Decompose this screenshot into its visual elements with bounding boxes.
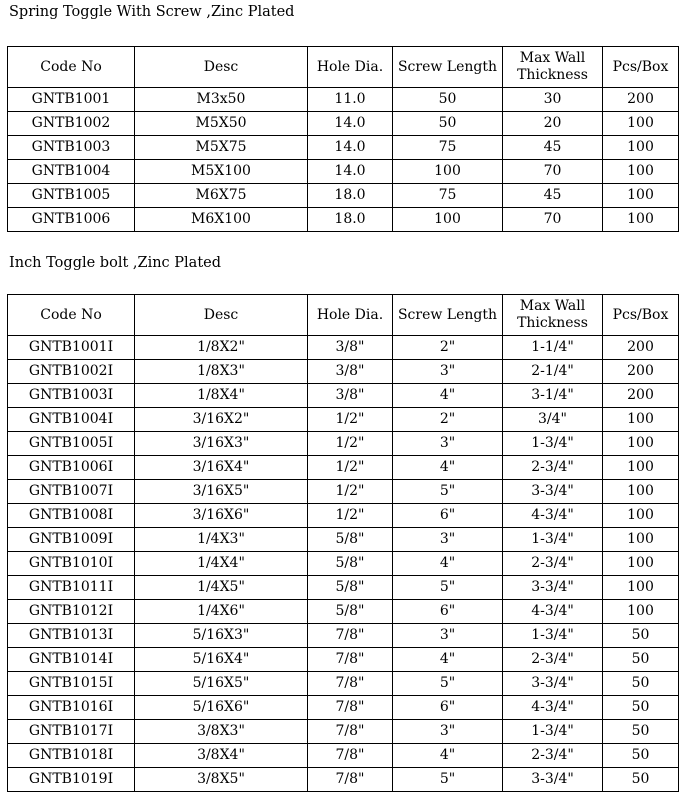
cell-screw-length: 4" [393, 456, 503, 480]
cell-pcs-box: 100 [603, 528, 679, 552]
table-row [8, 336, 679, 360]
column-header-desc: Desc [135, 295, 308, 336]
cell-desc: 3/8X5" [135, 768, 308, 792]
cell-desc: 3/16X4" [135, 456, 308, 480]
column-header-hole-dia: Hole Dia. [308, 47, 393, 88]
table-row [8, 768, 679, 792]
cell-hole-dia: 3/8" [308, 360, 393, 384]
column-header-max-wall-thickness: Max Wall Thickness [503, 47, 603, 88]
cell-desc: 1/8X3" [135, 360, 308, 384]
cell-desc: 3/16X2" [135, 408, 308, 432]
cell-desc: M6X75 [135, 184, 308, 208]
cell-max-wall-thickness: 4-3/4" [503, 696, 603, 720]
cell-hole-dia: 14.0 [308, 112, 393, 136]
cell-desc: 5/16X3" [135, 624, 308, 648]
cell-pcs-box: 50 [603, 720, 679, 744]
cell-pcs-box: 100 [603, 112, 679, 136]
cell-pcs-box: 50 [603, 648, 679, 672]
cell-desc: 3/16X5" [135, 480, 308, 504]
cell-hole-dia: 1/2" [308, 432, 393, 456]
cell-pcs-box: 200 [603, 336, 679, 360]
table-row [8, 384, 679, 408]
cell-max-wall-thickness: 4-3/4" [503, 600, 603, 624]
cell-desc: 1/4X6" [135, 600, 308, 624]
cell-pcs-box: 100 [603, 504, 679, 528]
cell-max-wall-thickness: 70 [503, 208, 603, 232]
cell-screw-length: 6" [393, 504, 503, 528]
cell-pcs-box: 50 [603, 744, 679, 768]
cell-code-no: GNTB1010I [8, 552, 135, 576]
cell-pcs-box: 100 [603, 576, 679, 600]
spring-toggle-title: Spring Toggle With Screw ,Zinc Plated [9, 4, 295, 20]
table-row [8, 624, 679, 648]
cell-desc: 3/16X3" [135, 432, 308, 456]
cell-hole-dia: 11.0 [308, 88, 393, 112]
column-header-pcs-box: Pcs/Box [603, 295, 679, 336]
cell-code-no: GNTB1011I [8, 576, 135, 600]
cell-hole-dia: 1/2" [308, 504, 393, 528]
cell-max-wall-thickness: 1-1/4" [503, 336, 603, 360]
cell-max-wall-thickness: 3/4" [503, 408, 603, 432]
cell-screw-length: 50 [393, 88, 503, 112]
cell-code-no: GNTB1006I [8, 456, 135, 480]
cell-pcs-box: 50 [603, 672, 679, 696]
cell-max-wall-thickness: 70 [503, 160, 603, 184]
cell-pcs-box: 100 [603, 184, 679, 208]
table-row [8, 552, 679, 576]
cell-max-wall-thickness: 2-1/4" [503, 360, 603, 384]
cell-code-no: GNTB1005 [8, 184, 135, 208]
cell-desc: M3x50 [135, 88, 308, 112]
cell-screw-length: 5" [393, 480, 503, 504]
cell-max-wall-thickness: 3-3/4" [503, 672, 603, 696]
cell-code-no: GNTB1002 [8, 112, 135, 136]
cell-code-no: GNTB1017I [8, 720, 135, 744]
cell-max-wall-thickness: 45 [503, 184, 603, 208]
cell-code-no: GNTB1001I [8, 336, 135, 360]
cell-screw-length: 100 [393, 160, 503, 184]
cell-pcs-box: 200 [603, 360, 679, 384]
table-row [8, 720, 679, 744]
cell-pcs-box: 100 [603, 600, 679, 624]
cell-hole-dia: 7/8" [308, 648, 393, 672]
cell-screw-length: 6" [393, 696, 503, 720]
cell-pcs-box: 100 [603, 408, 679, 432]
cell-max-wall-thickness: 3-3/4" [503, 480, 603, 504]
cell-hole-dia: 14.0 [308, 136, 393, 160]
table-row [8, 528, 679, 552]
cell-hole-dia: 5/8" [308, 576, 393, 600]
cell-max-wall-thickness: 30 [503, 88, 603, 112]
cell-max-wall-thickness: 1-3/4" [503, 528, 603, 552]
cell-max-wall-thickness: 3-3/4" [503, 768, 603, 792]
cell-screw-length: 100 [393, 208, 503, 232]
table-header-row [8, 295, 679, 336]
cell-pcs-box: 100 [603, 432, 679, 456]
cell-pcs-box: 100 [603, 480, 679, 504]
cell-desc: 3/8X4" [135, 744, 308, 768]
table-row [8, 696, 679, 720]
cell-hole-dia: 14.0 [308, 160, 393, 184]
table-row [8, 408, 679, 432]
cell-hole-dia: 3/8" [308, 384, 393, 408]
table-row [8, 208, 679, 232]
cell-screw-length: 4" [393, 384, 503, 408]
table-row [8, 648, 679, 672]
column-header-screw-length: Screw Length [393, 295, 503, 336]
cell-hole-dia: 1/2" [308, 456, 393, 480]
cell-hole-dia: 5/8" [308, 552, 393, 576]
cell-screw-length: 3" [393, 432, 503, 456]
cell-code-no: GNTB1004 [8, 160, 135, 184]
table-row [8, 88, 679, 112]
cell-pcs-box: 100 [603, 456, 679, 480]
inch-toggle-title: Inch Toggle bolt ,Zinc Plated [9, 255, 222, 271]
cell-desc: 1/8X4" [135, 384, 308, 408]
cell-screw-length: 5" [393, 672, 503, 696]
cell-max-wall-thickness: 2-3/4" [503, 552, 603, 576]
cell-pcs-box: 200 [603, 384, 679, 408]
spring-toggle-table [7, 46, 679, 232]
table-row [8, 160, 679, 184]
cell-hole-dia: 5/8" [308, 528, 393, 552]
column-header-max-wall-thickness: Max Wall Thickness [503, 295, 603, 336]
cell-pcs-box: 100 [603, 552, 679, 576]
cell-max-wall-thickness: 1-3/4" [503, 432, 603, 456]
cell-max-wall-thickness: 3-3/4" [503, 576, 603, 600]
cell-desc: 5/16X5" [135, 672, 308, 696]
cell-desc: M6X100 [135, 208, 308, 232]
cell-screw-length: 3" [393, 720, 503, 744]
cell-hole-dia: 3/8" [308, 336, 393, 360]
cell-hole-dia: 1/2" [308, 480, 393, 504]
cell-screw-length: 3" [393, 528, 503, 552]
cell-hole-dia: 7/8" [308, 696, 393, 720]
cell-screw-length: 5" [393, 576, 503, 600]
cell-pcs-box: 100 [603, 208, 679, 232]
cell-screw-length: 2" [393, 336, 503, 360]
cell-code-no: GNTB1014I [8, 648, 135, 672]
cell-desc: 5/16X4" [135, 648, 308, 672]
cell-pcs-box: 100 [603, 136, 679, 160]
cell-max-wall-thickness: 2-3/4" [503, 456, 603, 480]
column-header-screw-length: Screw Length [393, 47, 503, 88]
cell-screw-length: 50 [393, 112, 503, 136]
cell-hole-dia: 1/2" [308, 408, 393, 432]
column-header-hole-dia: Hole Dia. [308, 295, 393, 336]
table-row [8, 744, 679, 768]
cell-screw-length: 4" [393, 744, 503, 768]
cell-code-no: GNTB1004I [8, 408, 135, 432]
cell-screw-length: 2" [393, 408, 503, 432]
cell-desc: 1/4X4" [135, 552, 308, 576]
cell-code-no: GNTB1016I [8, 696, 135, 720]
cell-screw-length: 6" [393, 600, 503, 624]
cell-desc: M5X50 [135, 112, 308, 136]
cell-screw-length: 75 [393, 184, 503, 208]
cell-pcs-box: 50 [603, 624, 679, 648]
cell-max-wall-thickness: 3-1/4" [503, 384, 603, 408]
cell-desc: 1/8X2" [135, 336, 308, 360]
cell-max-wall-thickness: 4-3/4" [503, 504, 603, 528]
cell-code-no: GNTB1007I [8, 480, 135, 504]
cell-hole-dia: 18.0 [308, 208, 393, 232]
column-header-code-no: Code No [8, 295, 135, 336]
cell-code-no: GNTB1003 [8, 136, 135, 160]
cell-screw-length: 3" [393, 360, 503, 384]
cell-max-wall-thickness: 2-3/4" [503, 648, 603, 672]
inch-toggle-table [7, 294, 679, 792]
cell-screw-length: 4" [393, 648, 503, 672]
cell-code-no: GNTB1001 [8, 88, 135, 112]
table-row [8, 432, 679, 456]
cell-pcs-box: 200 [603, 88, 679, 112]
table-header-row [8, 47, 679, 88]
cell-desc: M5X75 [135, 136, 308, 160]
column-header-pcs-box: Pcs/Box [603, 47, 679, 88]
cell-code-no: GNTB1006 [8, 208, 135, 232]
table-row [8, 360, 679, 384]
cell-desc: 5/16X6" [135, 696, 308, 720]
table-row [8, 504, 679, 528]
cell-desc: M5X100 [135, 160, 308, 184]
cell-hole-dia: 18.0 [308, 184, 393, 208]
table-row [8, 136, 679, 160]
table-row [8, 112, 679, 136]
cell-max-wall-thickness: 1-3/4" [503, 624, 603, 648]
cell-desc: 1/4X5" [135, 576, 308, 600]
cell-code-no: GNTB1003I [8, 384, 135, 408]
cell-hole-dia: 7/8" [308, 624, 393, 648]
column-header-desc: Desc [135, 47, 308, 88]
cell-screw-length: 3" [393, 624, 503, 648]
cell-hole-dia: 7/8" [308, 672, 393, 696]
cell-code-no: GNTB1013I [8, 624, 135, 648]
cell-desc: 3/16X6" [135, 504, 308, 528]
table-row [8, 456, 679, 480]
cell-hole-dia: 7/8" [308, 768, 393, 792]
cell-code-no: GNTB1002I [8, 360, 135, 384]
cell-code-no: GNTB1009I [8, 528, 135, 552]
cell-max-wall-thickness: 1-3/4" [503, 720, 603, 744]
cell-code-no: GNTB1012I [8, 600, 135, 624]
table-row [8, 672, 679, 696]
cell-screw-length: 75 [393, 136, 503, 160]
cell-screw-length: 5" [393, 768, 503, 792]
cell-max-wall-thickness: 2-3/4" [503, 744, 603, 768]
cell-screw-length: 4" [393, 552, 503, 576]
cell-max-wall-thickness: 45 [503, 136, 603, 160]
table-row [8, 600, 679, 624]
table-row [8, 184, 679, 208]
cell-hole-dia: 7/8" [308, 744, 393, 768]
cell-pcs-box: 50 [603, 768, 679, 792]
table-row [8, 576, 679, 600]
column-header-code-no: Code No [8, 47, 135, 88]
table-row [8, 480, 679, 504]
cell-code-no: GNTB1008I [8, 504, 135, 528]
cell-pcs-box: 100 [603, 160, 679, 184]
cell-code-no: GNTB1015I [8, 672, 135, 696]
cell-desc: 1/4X3" [135, 528, 308, 552]
cell-code-no: GNTB1005I [8, 432, 135, 456]
cell-hole-dia: 7/8" [308, 720, 393, 744]
cell-pcs-box: 50 [603, 696, 679, 720]
cell-hole-dia: 5/8" [308, 600, 393, 624]
cell-desc: 3/8X3" [135, 720, 308, 744]
cell-code-no: GNTB1019I [8, 768, 135, 792]
cell-code-no: GNTB1018I [8, 744, 135, 768]
cell-max-wall-thickness: 20 [503, 112, 603, 136]
